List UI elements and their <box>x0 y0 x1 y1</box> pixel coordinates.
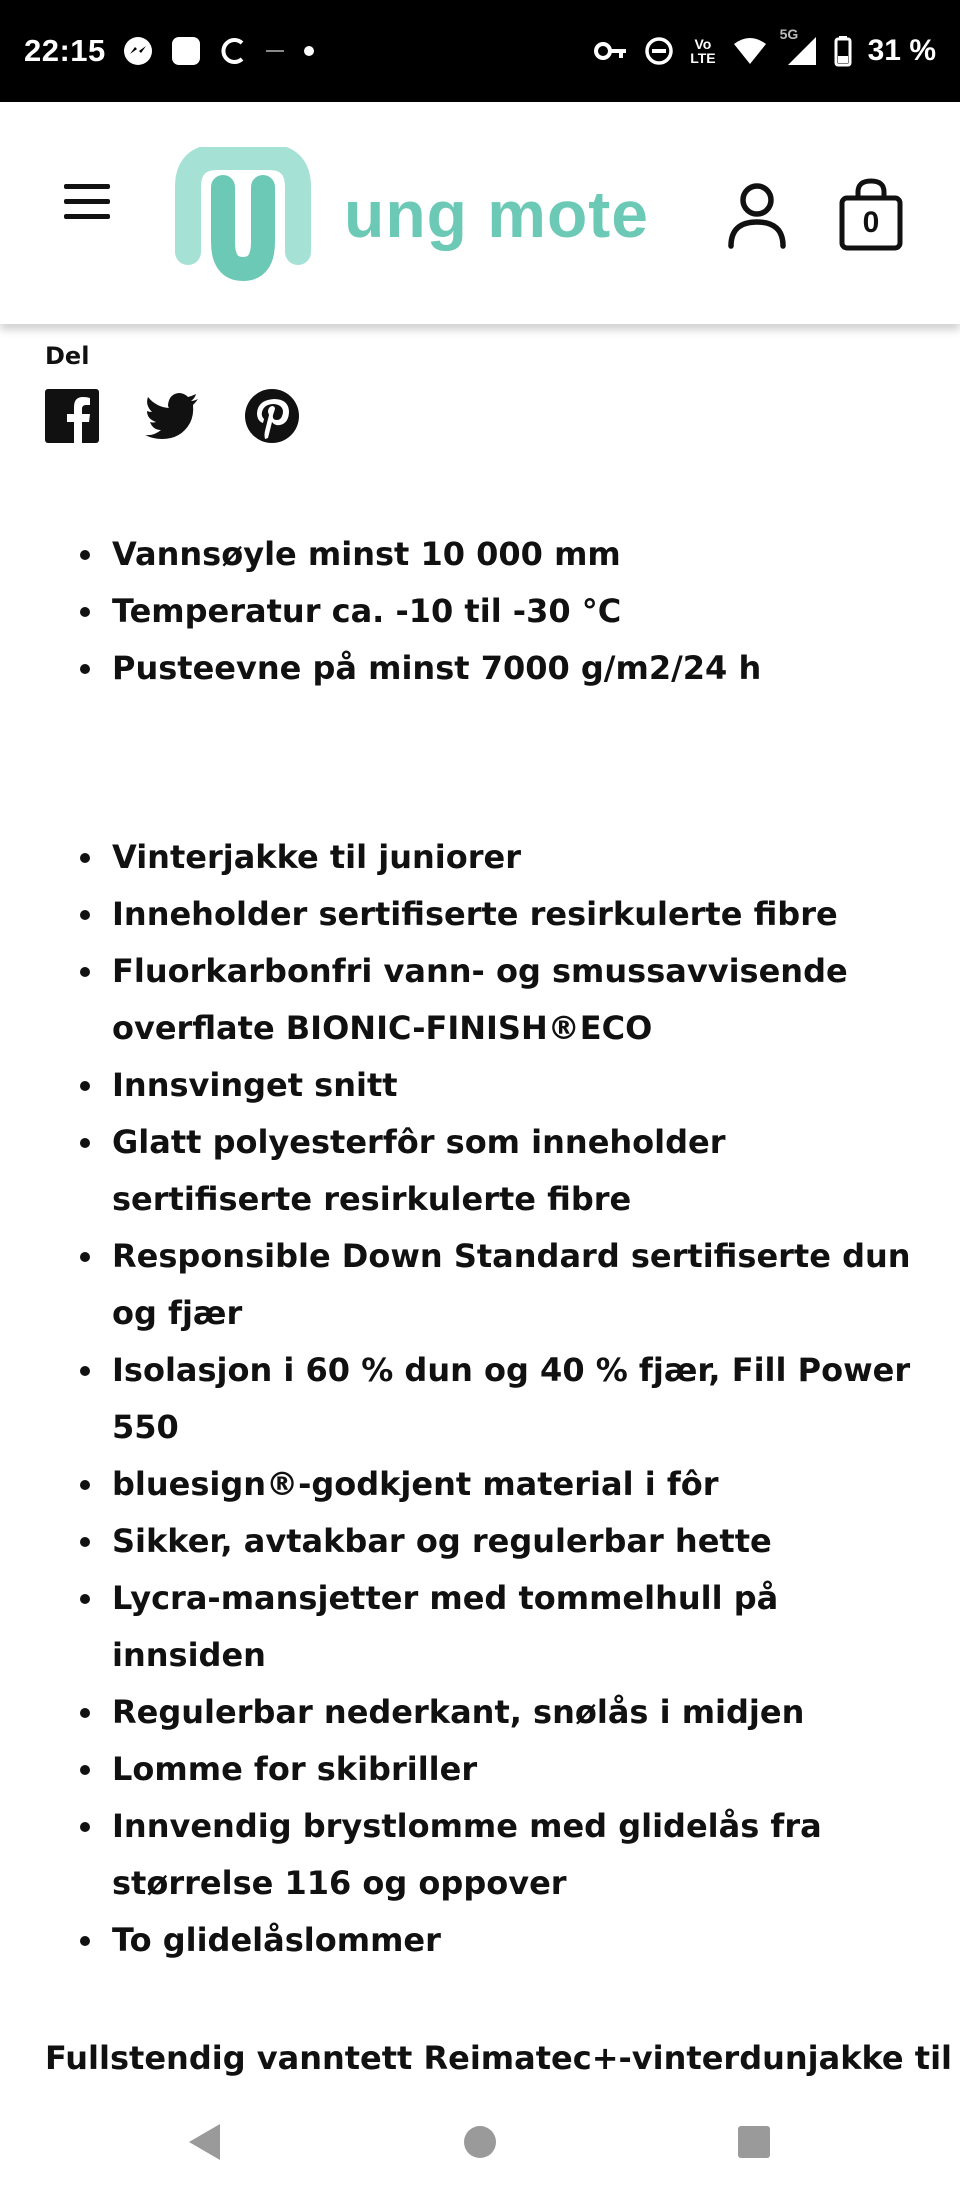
intro-paragraph: Fullstendig vanntett Reimatec+-vinterdunjakke til <box>45 2039 952 2077</box>
do-not-disturb-icon <box>644 36 674 66</box>
messenger-icon <box>122 35 154 67</box>
list-item: Lomme for skibriller <box>80 1741 930 1798</box>
site-logo[interactable] <box>168 144 649 284</box>
site-header <box>0 102 960 324</box>
back-button[interactable] <box>176 2114 232 2170</box>
logo-mark-icon <box>168 147 318 281</box>
account-button[interactable] <box>726 180 788 250</box>
navigation-bar <box>0 2094 960 2187</box>
status-right <box>594 26 936 68</box>
share-links <box>44 388 300 444</box>
status-bar <box>0 0 960 102</box>
list-item: Innvendig brystlomme med glidelås fra størrelse 116 og oppover <box>80 1798 930 1912</box>
facebook-icon[interactable] <box>44 388 100 444</box>
user-icon <box>726 180 788 250</box>
battery-icon <box>834 35 852 67</box>
list-item: Lycra-mansjetter med tommelhull på innsiden <box>80 1570 930 1684</box>
status-time: 22:15 <box>24 33 106 68</box>
home-icon <box>462 2124 498 2160</box>
product-description <box>0 324 960 2094</box>
list-item: Temperatur ca. -10 til -30 °C <box>80 583 930 640</box>
cart-count: 0 <box>862 206 880 239</box>
list-item: Glatt polyesterfôr som inneholder sertifiserte resirkulerte fibre <box>80 1114 930 1228</box>
list-item: Vinterjakke til juniorer <box>80 829 930 886</box>
volte-top-text: Vo <box>694 36 712 52</box>
status-left <box>24 33 316 69</box>
minus-icon <box>264 46 286 56</box>
recents-button[interactable] <box>726 2114 782 2170</box>
list-item: Fluorkarbonfri vann- og smussavvisende overflate BIONIC-FINISH®ECO <box>80 943 930 1057</box>
list-item: Pusteevne på minst 7000 g/m2/24 h <box>80 640 930 697</box>
battery-percent: 31 % <box>867 34 936 67</box>
list-item: Vannsøyle minst 10 000 mm <box>80 526 930 583</box>
share-label: Del <box>45 342 90 370</box>
logo-text: ung mote <box>344 177 649 251</box>
list-item: To glidelåslommer <box>80 1912 930 1969</box>
menu-button[interactable] <box>64 184 124 234</box>
signal-icon <box>779 26 818 67</box>
home-button[interactable] <box>452 2114 508 2170</box>
wifi-icon <box>732 36 768 66</box>
list-item: Sikker, avtakbar og regulerbar hette <box>80 1513 930 1570</box>
list-item: Inneholder sertifiserte resirkulerte fibre <box>80 886 930 943</box>
recents-icon <box>736 2124 772 2160</box>
cart-button[interactable] <box>838 178 904 252</box>
back-icon <box>186 2122 222 2162</box>
list-item: Isolasjon i 60 % dun og 40 % fjær, Fill Power 550 <box>80 1342 930 1456</box>
pinterest-icon[interactable] <box>244 388 300 444</box>
features-list-main <box>80 829 930 1969</box>
dot-icon <box>302 44 316 58</box>
network-type: 5G <box>779 26 799 42</box>
list-item: bluesign®-godkjent material i fôr <box>80 1456 930 1513</box>
list-item: Responsible Down Standard sertifiserte dun og fjær <box>80 1228 930 1342</box>
list-item: Innsvinget snitt <box>80 1057 930 1114</box>
list-item: Regulerbar nederkant, snølås i midjen <box>80 1684 930 1741</box>
volte-bottom-text: LTE <box>690 50 716 66</box>
volte-icon <box>690 37 715 65</box>
key-icon <box>594 40 628 62</box>
features-list-top <box>80 526 930 697</box>
sync-icon <box>218 35 248 67</box>
app-icon <box>170 35 202 67</box>
hamburger-icon <box>64 184 124 219</box>
twitter-icon[interactable] <box>144 388 200 444</box>
